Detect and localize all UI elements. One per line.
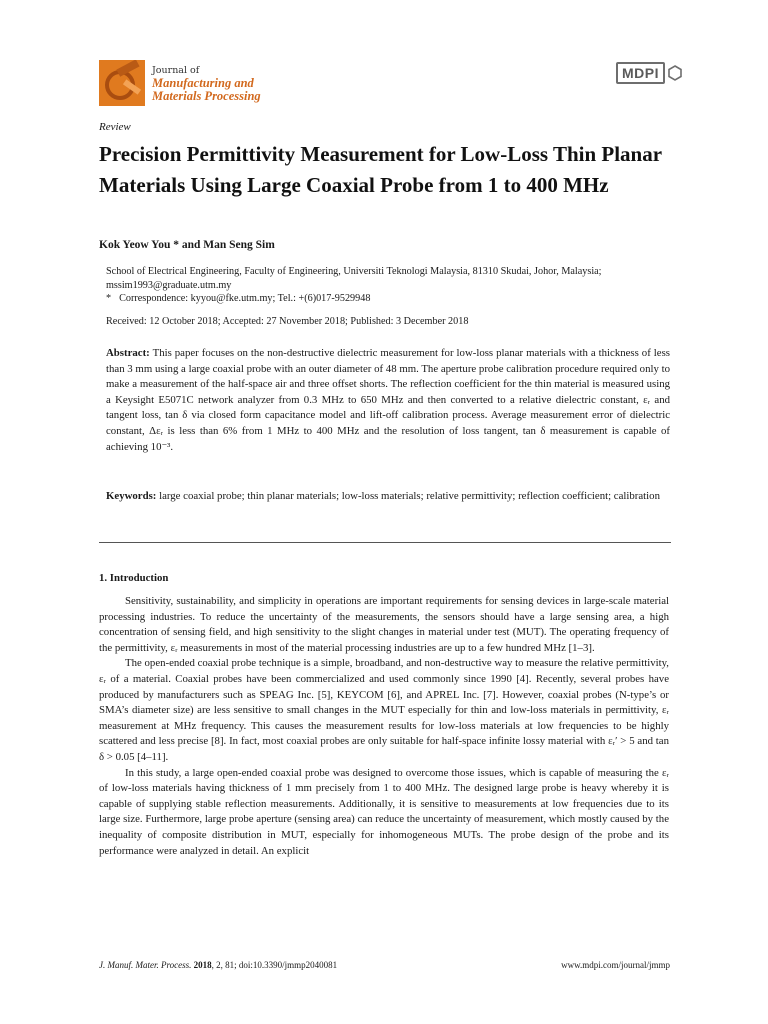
hexagon-icon — [668, 65, 682, 81]
article-type: Review — [99, 121, 131, 133]
footer-citation-rest: , 2, 81; doi:10.3390/jmmp2040081 — [211, 960, 338, 970]
journal-title — [152, 64, 261, 103]
abstract — [106, 346, 670, 455]
journal-name-line2: Materials Processing — [152, 88, 261, 103]
correspondence — [106, 293, 370, 304]
divider — [99, 542, 671, 543]
paragraph-2: The open-ended coaxial probe technique is a simple, broadband, and non-destructive way to measure the relative permittivity, εᵣ of a material. Coaxial probes have been commercialized and used commonly since 1990 [4]. Recently, several probes have produced by manufacturers such as SPEAG Inc. [5], KEYCOM [6], and APREL Inc. [7]. However, coaxial probes (N-type’s or SMA’s diameter size) are less sensitive to small changes in the MUT especially for thin and low-loss materials in permittivity, εᵣ measurement at MHz frequency. This causes the measurement results for low-loss materials at low frequencies to be highly scattered and less precise [8]. In fact, most coaxial probes are only suitable for half-space infinite lossy material with εᵣ′ > 5 and tan δ > 0.05 [4–11]. — [99, 657, 669, 763]
paragraph-3: In this study, a large open-ended coaxial probe was designed to overcome those issues, which is capable of measuring the εᵣ of low-loss materials having thickness of 1 mm precisely from 1 to 400 MHz. The designed large probe is heavy whereby it is capable of supplying stable reflection measurements. Additionally, it is sensitive to measurements at low frequencies due to its large size. Furthermore, large probe aperture (sensing area) can reduce the uncertainty of measurement, which mostly caused by the inequality of composite distribution in MUT, especially for inhomogeneous MUTs. The probe design of the probe and its performance were analyzed in detail. An explicit — [99, 766, 669, 857]
publisher-logo — [616, 62, 682, 84]
affiliation: School of Electrical Engineering, Faculty of Engineering, Universiti Teknologi Malaysia, 81310 Skudai, Johor, Malaysia; mssim1993@graduate.utm.my — [106, 266, 602, 291]
correspondence-star: * — [106, 293, 112, 304]
section-body — [99, 594, 669, 859]
publication-dates: Received: 12 October 2018; Accepted: 27 November 2018; Published: 3 December 2018 — [106, 316, 469, 327]
journal-name-line1: Manufacturing and — [152, 75, 254, 90]
footer-journal-abbrev: J. Manuf. Mater. Process. — [99, 960, 192, 970]
footer-citation — [99, 960, 337, 970]
author-list: Kok Yeow You * and Man Seng Sim — [99, 239, 275, 251]
keywords-label: Keywords: — [106, 490, 157, 502]
abstract-text: This paper focuses on the non-destructive dielectric measurement for low-loss planar materials with a thickness of less than 3 mm using a large coaxial probe with an outer diameter of 48 mm. The aperture probe calibration procedure required only to make a measurement of the half-space air and three offset shorts. The reflection coefficient for the thin material is measured using a Keysight E5071C network analyzer from 0.3 MHz to 650 MHz and then converted to a relative dielectric constant, εᵣ and tangent loss, tan δ via closed form capacitance model and lift-off calibration process. Average measurement error of dielectric constant, Δεᵣ is less than 6% from 1 MHz to 400 MHz and the resolution of loss tangent, tan δ measurement is capable of achieving 10⁻³. — [106, 347, 670, 453]
keywords — [106, 489, 670, 505]
journal-of-label: Journal of — [152, 64, 200, 76]
paragraph-1: Sensitivity, sustainability, and simplicity in operations are important requirements for sensing devices in large-scale material processing industries. To reduce the uncertainty of the measurements, the sensors should have a large sensing area, a high concentration of sensing field, and high sensitivity to the slight changes in material under test (MUT). The operating frequency of the permittivity, εᵣ measurements in most of the material processing industries are up to a few hundred MHz [1–3]. — [99, 595, 669, 654]
correspondence-text: Correspondence: kyyou@fke.utm.my; Tel.: +(6)017-9529948 — [119, 293, 371, 304]
keywords-text: large coaxial probe; thin planar materials; low-loss materials; relative permittivity; reflection coefficient; calibration — [159, 490, 660, 502]
abstract-label: Abstract: — [106, 347, 150, 359]
section-heading: 1. Introduction — [99, 572, 169, 584]
paper-title: Precision Permittivity Measurement for Low-Loss Thin Planar Materials Using Large Coaxial Probe from 1 to 400 MHz — [99, 142, 662, 197]
footer-url[interactable]: www.mdpi.com/journal/jmmp — [561, 960, 670, 970]
publisher-name: MDPI — [616, 62, 665, 84]
footer-year: 2018 — [193, 960, 212, 970]
journal-logo-icon — [99, 60, 145, 106]
journal-header — [99, 60, 261, 106]
